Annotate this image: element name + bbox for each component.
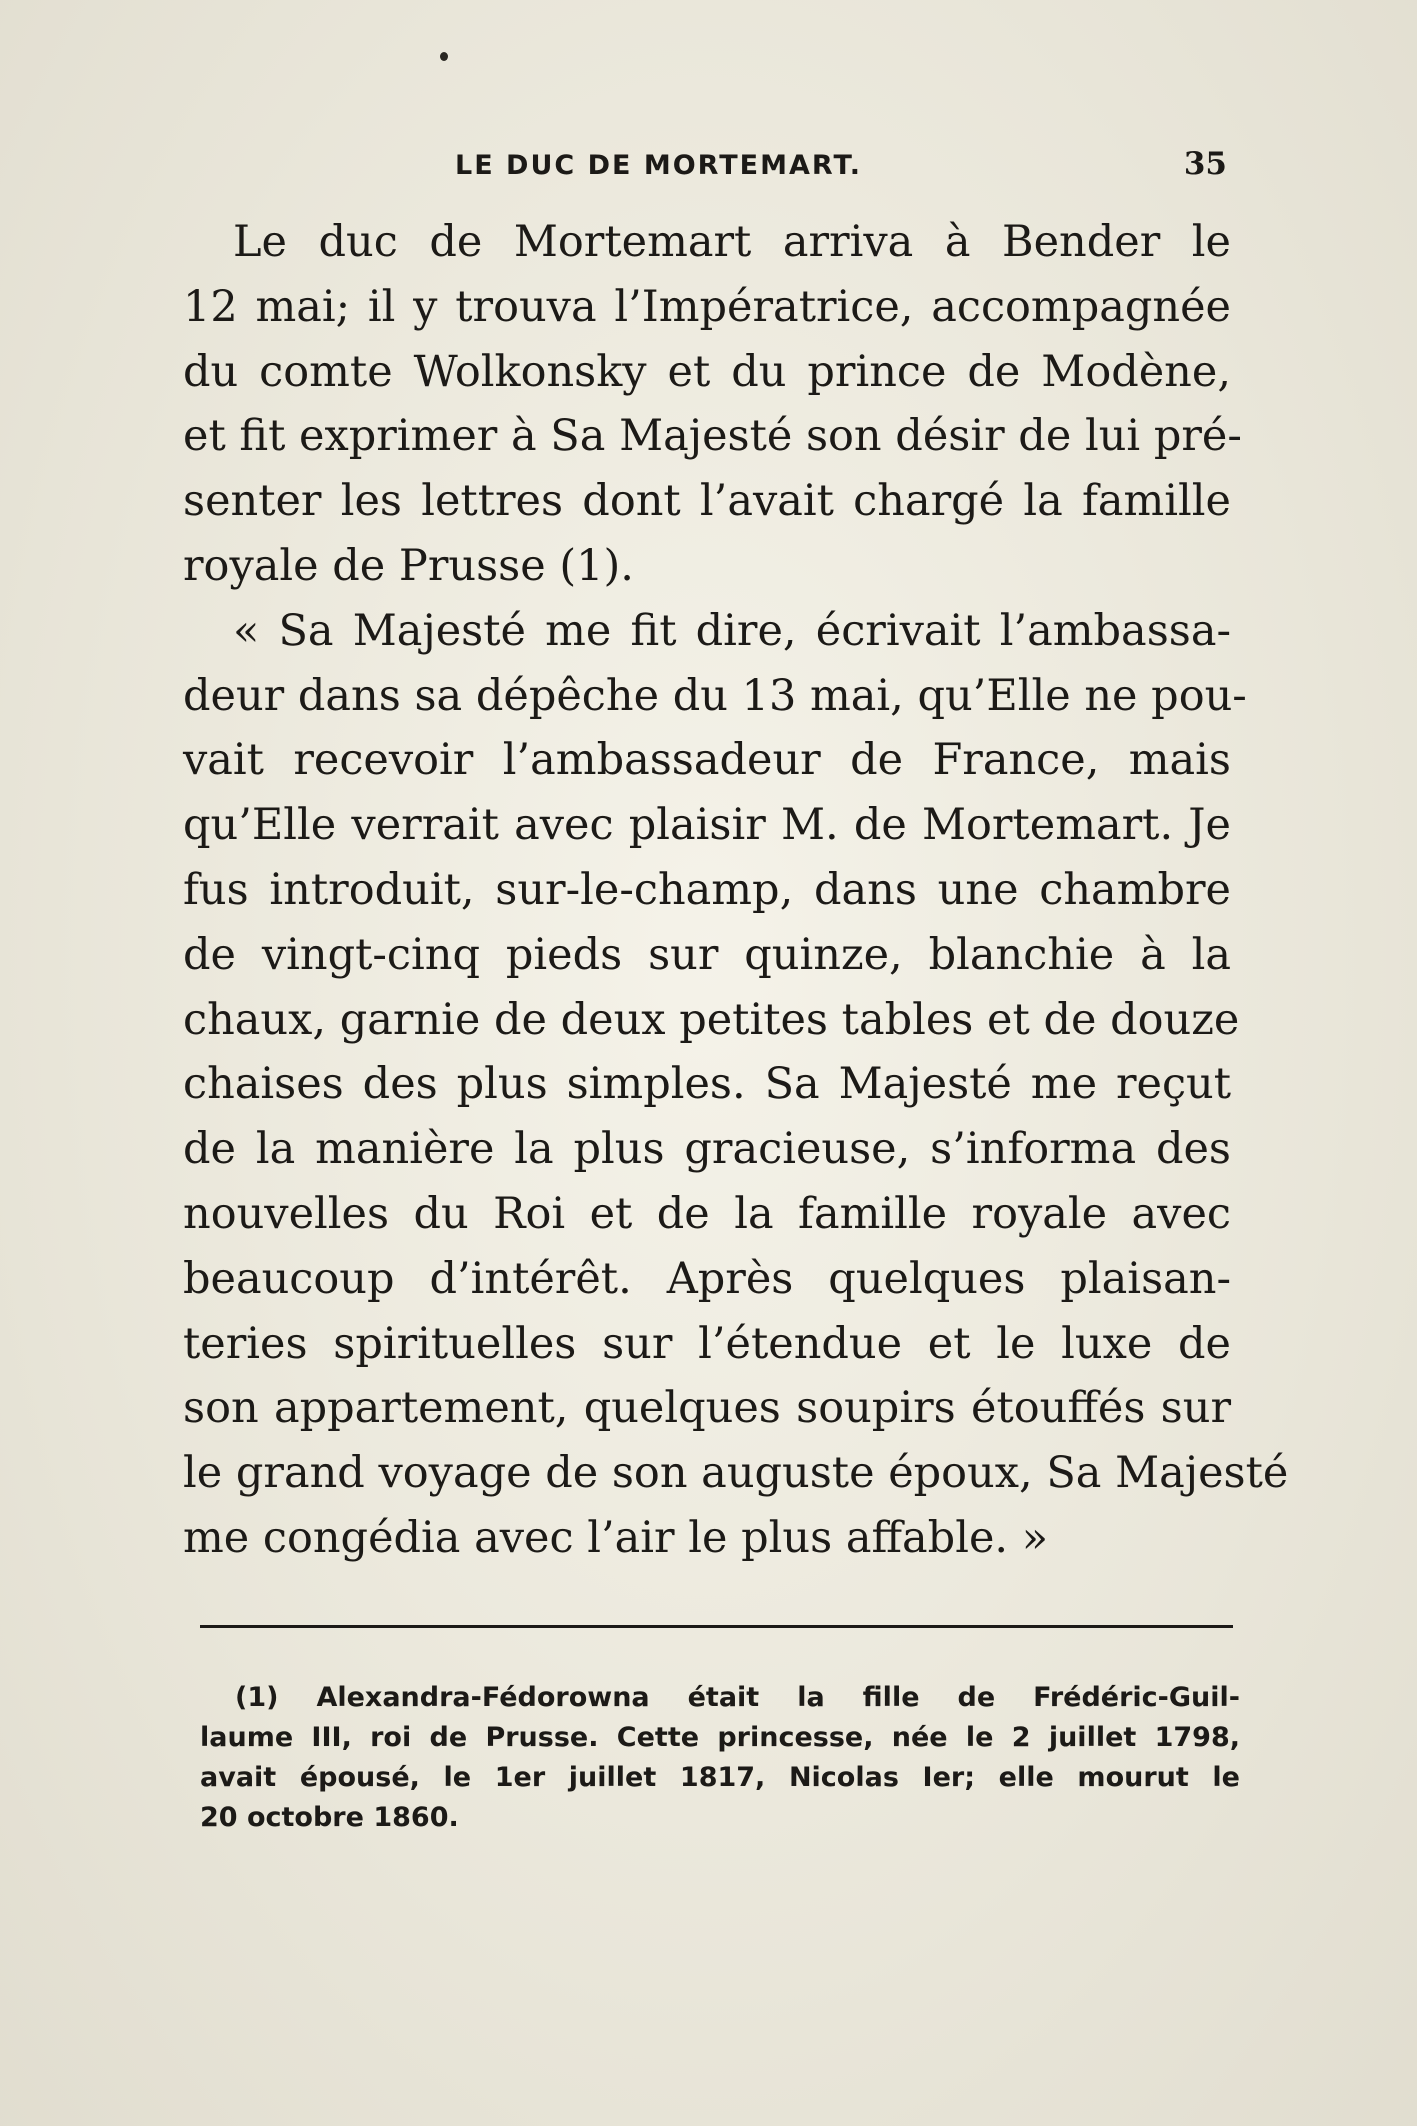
page-number: 35: [1183, 146, 1227, 182]
text-line: vait recevoir l’ambassadeur de France, mais: [183, 735, 1231, 786]
text-line: fus introduit, sur-le-champ, dans une chambre: [183, 864, 1231, 915]
body-text: [183, 210, 1289, 1571]
text-line: le grand voyage de son auguste époux, Sa Majesté: [183, 1448, 1289, 1499]
text-line: chaux, garnie de deux petites tables et de douze: [183, 994, 1240, 1045]
running-title: LE DUC DE MORTEMART.: [455, 150, 863, 181]
text-line: deur dans sa dépêche du 13 mai, qu’Elle ne pou-: [183, 670, 1247, 721]
ink-speck: [440, 52, 448, 61]
text-line: et fit exprimer à Sa Majesté son désir de lui pré-: [183, 411, 1242, 462]
text-line: du comte Wolkonsky et du prince de Modène,: [183, 346, 1231, 397]
text-line: Le duc de Mortemart arriva à Bender le: [233, 217, 1231, 267]
text-line: nouvelles du Roi et de la famille royale avec: [183, 1188, 1231, 1239]
text-line: chaises des plus simples. Sa Majesté me reçut: [183, 1059, 1231, 1110]
running-head: [195, 146, 1227, 194]
footnote-rule: [200, 1625, 1233, 1628]
text-line: senter les lettres dont l’avait chargé la famille: [183, 476, 1231, 527]
text-line: me congédia avec l’air le plus affable. »: [183, 1512, 1049, 1563]
footnote: [200, 1678, 1240, 1838]
text-line: qu’Elle verrait avec plaisir M. de Mortemart. Je: [183, 800, 1231, 851]
text-line: beaucoup d’intérêt. Après quelques plaisan-: [183, 1253, 1231, 1304]
footnote-line: (1) Alexandra-Fédorowna était la fille de Frédéric-Guil-: [235, 1682, 1240, 1713]
footnote-line: 20 octobre 1860.: [200, 1802, 459, 1833]
footnote-line: avait épousé, le 1er juillet 1817, Nicolas Ier; elle mourut le: [200, 1762, 1240, 1793]
text-line: royale de Prusse (1).: [183, 540, 634, 591]
text-line: de la manière la plus gracieuse, s’informa des: [183, 1124, 1231, 1175]
text-line: « Sa Majesté me fit dire, écrivait l’ambassa-: [233, 605, 1231, 656]
text-line: teries spirituelles sur l’étendue et le luxe de: [183, 1318, 1231, 1369]
text-line: son appartement, quelques soupirs étouffés sur: [183, 1383, 1231, 1434]
footnote-line: laume III, roi de Prusse. Cette princesse, née le 2 juillet 1798,: [200, 1722, 1240, 1753]
text-line: 12 mai; il y trouva l’Impératrice, accompagnée: [183, 281, 1231, 332]
text-line: de vingt-cinq pieds sur quinze, blanchie à la: [183, 929, 1231, 980]
